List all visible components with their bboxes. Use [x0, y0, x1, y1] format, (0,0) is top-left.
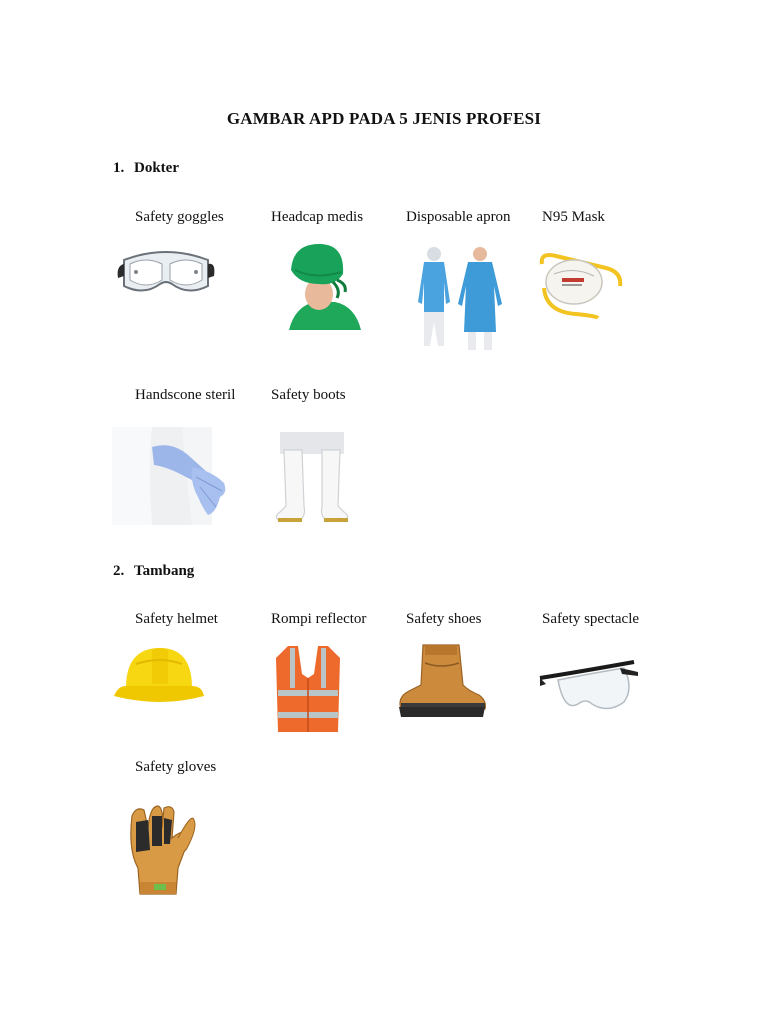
safety-gloves-image: [126, 798, 200, 898]
item-label-rompi-reflector: Rompi reflector: [271, 611, 367, 627]
n95-mask-image: [536, 250, 626, 322]
item-label-disposable-apron: Disposable apron: [406, 209, 511, 225]
section-heading-dokter: [113, 160, 179, 177]
safety-shoes-image: [395, 641, 487, 721]
item-label-n95-mask: N95 Mask: [542, 209, 605, 225]
item-label-headcap-medis: Headcap medis: [271, 209, 364, 225]
item-label-safety-gloves: Safety gloves: [135, 759, 217, 775]
safety-goggles-image: [116, 242, 216, 302]
section-number: 2.: [113, 563, 125, 579]
item-label-safety-boots: Safety boots: [271, 387, 346, 403]
section-heading-tambang: [113, 563, 194, 580]
sterile-gloves-image: [112, 427, 228, 525]
section-name: Dokter: [134, 160, 179, 176]
item-label-safety-shoes: Safety shoes: [406, 611, 482, 627]
section-number: 1.: [113, 160, 125, 176]
section-name: Tambang: [134, 563, 195, 579]
item-label-safety-goggles: Safety goggles: [135, 209, 224, 225]
reflector-vest-image: [272, 644, 344, 734]
safety-boots-image: [272, 432, 352, 527]
item-label-handscone-steril: Handscone steril: [135, 387, 236, 403]
item-label-safety-spectacle: Safety spectacle: [542, 611, 640, 627]
safety-spectacle-image: [538, 658, 638, 714]
safety-helmet-image: [112, 644, 206, 708]
apron-image: [412, 242, 506, 352]
item-label-safety-helmet: Safety helmet: [135, 611, 218, 627]
page-title: GAMBAR APD PADA 5 JENIS PROFESI: [226, 109, 542, 128]
headcap-image: [285, 240, 363, 330]
